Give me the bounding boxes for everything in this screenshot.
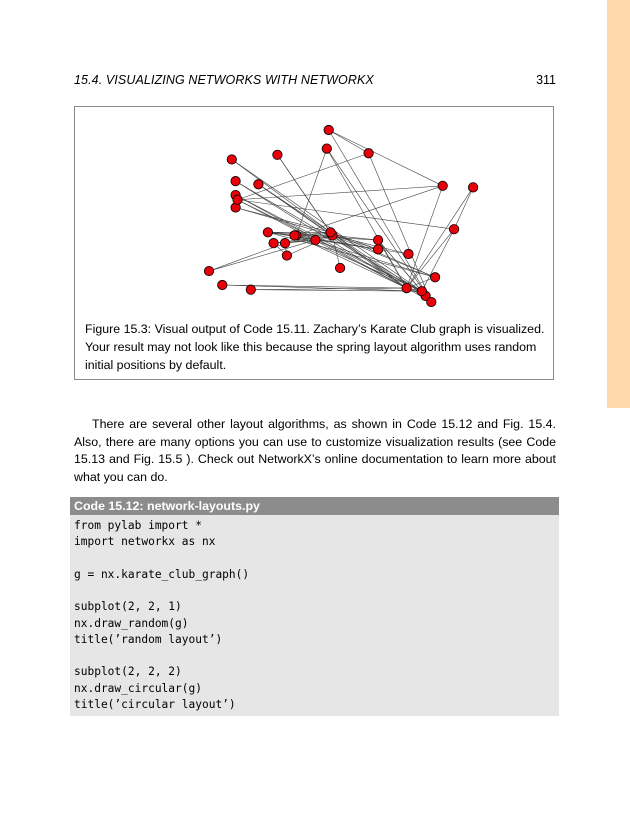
graph-node bbox=[322, 144, 331, 153]
code-line: from pylab import * bbox=[74, 519, 202, 532]
graph-node bbox=[404, 249, 413, 258]
body-paragraph bbox=[74, 416, 556, 486]
graph-edge bbox=[236, 195, 422, 291]
graph-node bbox=[273, 150, 282, 159]
graph-node bbox=[468, 183, 477, 192]
graph-node bbox=[335, 263, 344, 272]
graph-edge bbox=[329, 130, 443, 186]
graph-node bbox=[233, 195, 242, 204]
code-listing-body bbox=[70, 515, 559, 716]
graph-node bbox=[263, 228, 272, 237]
graph-node bbox=[290, 231, 299, 240]
graph-edge bbox=[422, 229, 454, 291]
graph-edge bbox=[209, 240, 315, 271]
code-line bbox=[74, 551, 559, 567]
code-line: title(’random layout’) bbox=[74, 632, 223, 646]
figure-15-3 bbox=[74, 106, 554, 380]
graph-node bbox=[246, 285, 255, 294]
graph-edge bbox=[232, 159, 407, 288]
graph-node bbox=[417, 287, 426, 296]
karate-club-graph bbox=[75, 107, 555, 317]
graph-node bbox=[449, 225, 458, 234]
graph-node bbox=[204, 266, 213, 275]
code-line bbox=[74, 583, 559, 599]
graph-edge bbox=[454, 187, 473, 229]
graph-node bbox=[218, 280, 227, 289]
graph-node bbox=[282, 251, 291, 260]
code-line: nx.draw_random(g) bbox=[74, 616, 189, 630]
graph-node bbox=[373, 245, 382, 254]
graph-node bbox=[364, 149, 373, 158]
graph-node bbox=[280, 238, 289, 247]
graph-edge bbox=[327, 149, 432, 302]
code-line: subplot(2, 2, 1) bbox=[74, 600, 182, 614]
code-line bbox=[74, 648, 559, 664]
code-line: g = nx.karate_club_graph() bbox=[74, 567, 250, 581]
graph-node bbox=[430, 273, 439, 282]
code-line: subplot(2, 2, 2) bbox=[74, 665, 182, 679]
body-text: There are several other layout algorithms, as shown in Code 15.12 and Fig. 15.4. Also, there are many options you can use to customize visualization results (see Code 15.13 and Fig. 15.5 ). Check out NetworkX’s online documentation to learn more about what you can do. bbox=[74, 417, 556, 484]
running-head bbox=[74, 73, 556, 91]
graph-node bbox=[326, 228, 335, 237]
graph-edge bbox=[258, 184, 330, 232]
code-listing-header: Code 15.12: network-layouts.py bbox=[70, 497, 559, 515]
code-line: import networkx as nx bbox=[74, 535, 216, 549]
graph-node bbox=[254, 180, 263, 189]
graph-node bbox=[311, 235, 320, 244]
graph-node bbox=[373, 235, 382, 244]
code-line: title(’circular layout’) bbox=[74, 697, 236, 711]
graph-node bbox=[231, 176, 240, 185]
side-color-tab bbox=[607, 0, 630, 408]
graph-edge bbox=[236, 181, 407, 288]
graph-node bbox=[402, 283, 411, 292]
graph-node bbox=[227, 155, 236, 164]
graph-edge bbox=[238, 200, 455, 229]
graph-node bbox=[427, 297, 436, 306]
page-number: 311 bbox=[536, 73, 556, 87]
graph-node bbox=[269, 238, 278, 247]
code-line: nx.draw_circular(g) bbox=[74, 681, 202, 695]
graph-edge bbox=[329, 130, 369, 153]
graph-edge bbox=[407, 187, 474, 288]
graph-edge bbox=[295, 235, 407, 288]
graph-edge bbox=[238, 186, 443, 200]
graph-edge bbox=[232, 159, 422, 291]
graph-node bbox=[324, 125, 333, 134]
running-head-title: 15.4. VISUALIZING NETWORKS WITH NETWORKX bbox=[74, 73, 374, 87]
graph-node bbox=[438, 181, 447, 190]
figure-caption: Figure 15.3: Visual output of Code 15.11. Zachary’s Karate Club graph is visualized. Your result may not look like this because the spring layout algorithm uses random initial positions by default. bbox=[85, 322, 545, 372]
graph-edge bbox=[331, 232, 379, 249]
